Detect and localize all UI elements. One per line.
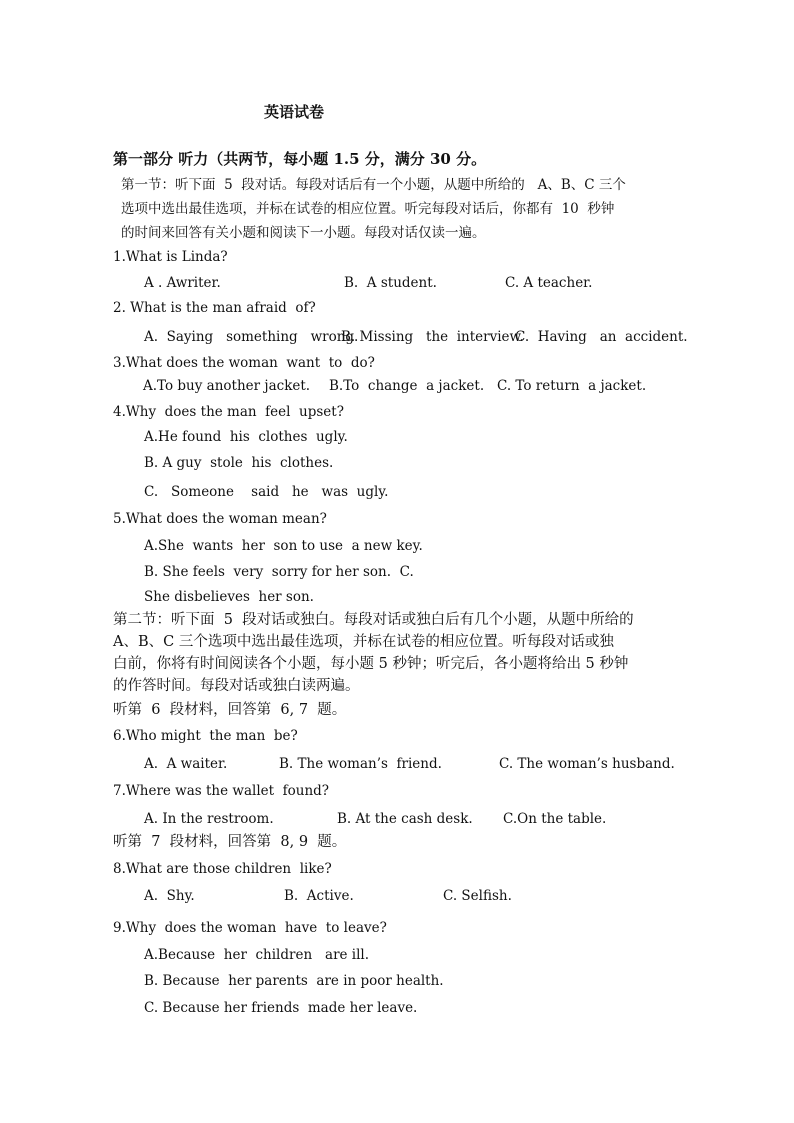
option-c: She disbelieves her son. xyxy=(144,589,314,605)
section2-instruction-line: 白前，你将有时间阅读各个小题，每小题 5 秒钟；听完后，各小题将给出 5 秒钟 xyxy=(113,656,629,672)
option-c: C. Someone said he was ugly. xyxy=(144,484,389,500)
question-stem: 9.Why does the woman have to leave? xyxy=(113,920,387,936)
option-c: C. Because her friends made her leave. xyxy=(144,1000,418,1016)
section2-instruction-line: 第二节：听下面 5 段对话或独白。每段对话或独白后有几个小题，从题中所给的 xyxy=(113,612,634,628)
option-b: B. A guy stole his clothes. xyxy=(144,455,334,471)
part1-heading: 第一部分 听力（共两节，每小题 1.5 分，满分 30 分。 xyxy=(113,150,487,168)
option-a: A. Saying something wrong. xyxy=(144,329,359,345)
question-stem: 8.What are those children like? xyxy=(113,861,332,877)
section2-instruction-line: A、B、C 三个选项中选出最佳选项，并标在试卷的相应位置。听每段对话或独 xyxy=(113,634,614,650)
option-b: B.To change a jacket. xyxy=(329,378,485,394)
question-stem: 2. What is the man afraid of? xyxy=(113,300,316,316)
option-a: A . Awriter. xyxy=(144,275,221,291)
option-c: C. A teacher. xyxy=(505,275,593,291)
section1-instruction-line: 的时间来回答有关小题和阅读下一小题。每段对话仅读一遍。 xyxy=(121,225,486,241)
question-stem: 1.What is Linda? xyxy=(113,249,228,265)
section1-instruction-line: 选项中选出最佳选项，并标在试卷的相应位置。听完每段对话后，你都有 10 秒钟 xyxy=(121,201,615,217)
section2-instruction-line: 的作答时间。每段对话或独白读两遍。 xyxy=(113,678,360,694)
option-b: B. Because her parents are in poor health. xyxy=(144,973,444,989)
option-a: A. In the restroom. xyxy=(144,811,274,827)
option-b: B. A student. xyxy=(344,275,437,291)
question-stem: 5.What does the woman mean? xyxy=(113,511,327,527)
option-b: B. Active. xyxy=(284,888,354,904)
option-a: A.Because her children are ill. xyxy=(144,947,370,963)
option-b: B. At the cash desk. xyxy=(337,811,473,827)
option-c: C.On the table. xyxy=(503,811,607,827)
option-a: A. Shy. xyxy=(144,888,195,904)
question-stem: 7.Where was the wallet found? xyxy=(113,783,330,799)
option-a: A.She wants her son to use a new key. xyxy=(144,538,423,554)
option-c: C. The woman’s husband. xyxy=(499,756,675,772)
option-a: A.He found his clothes ugly. xyxy=(144,429,348,445)
material-heading: 听第 7 段材料，回答第 8, 9 题。 xyxy=(113,834,347,850)
option-c: C. To return a jacket. xyxy=(497,378,647,394)
section1-instruction-line: 第一节：听下面 5 段对话。每段对话后有一个小题，从题中所给的 A、B、C 三个 xyxy=(121,177,626,193)
option-c: C. Selfish. xyxy=(443,888,512,904)
option-b: B. Missing the interview. xyxy=(341,329,524,345)
page-title: 英语试卷 xyxy=(264,103,325,121)
material-heading: 听第 6 段材料，回答第 6, 7 题。 xyxy=(113,702,347,718)
option-a: A. A waiter. xyxy=(144,756,228,772)
question-stem: 6.Who might the man be? xyxy=(113,728,298,744)
question-stem: 3.What does the woman want to do? xyxy=(113,355,375,371)
option-b: B. She feels very sorry for her son. C. xyxy=(144,564,414,580)
option-c: C. Having an accident. xyxy=(515,329,688,345)
question-stem: 4.Why does the man feel upset? xyxy=(113,404,344,420)
option-b: B. The woman’s friend. xyxy=(279,756,442,772)
option-a: A.To buy another jacket. xyxy=(143,378,311,394)
